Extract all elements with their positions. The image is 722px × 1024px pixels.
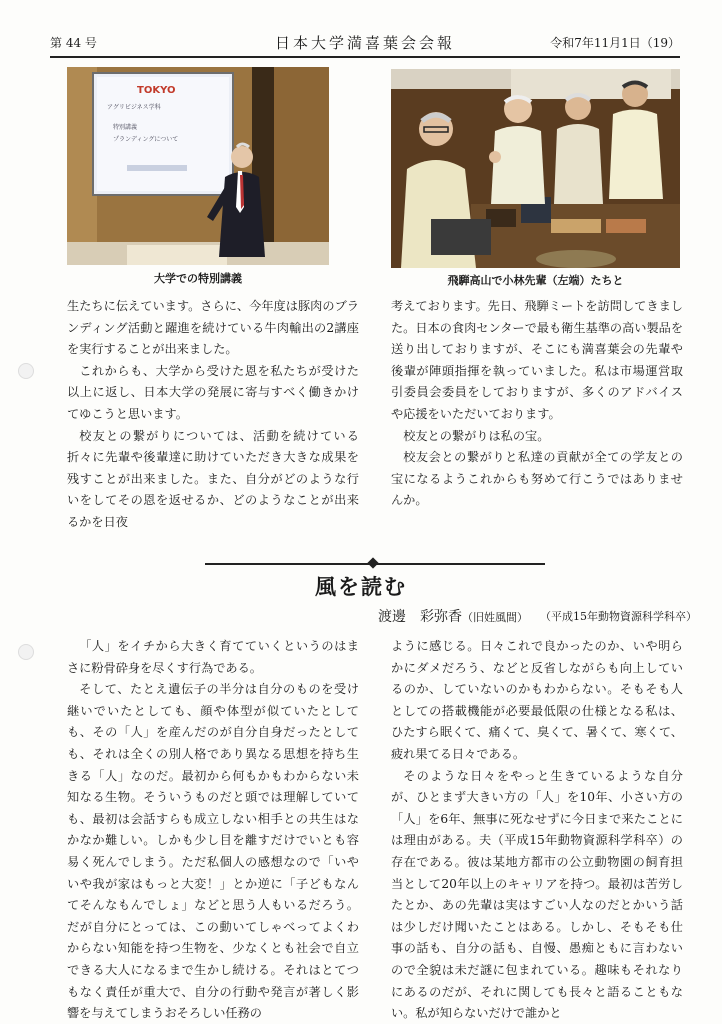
author-graduation: （平成15年動物資源科学科卒）: [540, 610, 697, 623]
punch-hole-icon: [18, 644, 34, 660]
paragraph: 考えております。先日、飛騨ミートを訪問してきました。日本の食肉センターで最も衛生基準の高い製品を送り出しておりますが、そこにも満喜葉会の先輩や後輩が陣頭指揮を執っていました。私は市場運営取引委員会委員をしておりますが、多くのアドバイスや応援をいただいております。: [391, 299, 684, 421]
author-former-name: （旧姓風間）: [462, 611, 528, 624]
divider-ornament-icon: [367, 557, 378, 568]
paragraph: 生たちに伝えています。さらに、今年度は豚肉のブランディング活動と躍進を続けている牛肉輸出の2講座を実行することが出来ました。: [67, 299, 359, 357]
lecture-photo: [67, 67, 329, 265]
author-name: 渡邊 彩弥香: [378, 609, 462, 625]
paragraph: 校友会との繋がりと私達の貢献が全ての学友との宝になるようこれからも努めて行こうではありませんか。: [391, 450, 683, 508]
paragraph: 校友との繋がりは私の宝。: [403, 428, 550, 443]
paragraph: そのような日々をやっと生きているような自分が、ひとまず大きい方の「人」を10年、小さい方の「人」を6年、無事に死なせずに今日まで来たことには理由がある。夫（平成15年動物資源科学科卒）の存在である。彼は某地方都市の公立動物園の飼育担当として20年以上のキャリアを持つ。最初は苦労したとか、あの先輩は実はすごい人なのだとかいう話は少しだけ聞いたことはある。しかし、そもそも仕事の話も、自分の話も、自慢、愚痴ともに言わないので全貌は未だ謎に包まれている。趣味もそれなりにあるのだが、それに関しても長々と語ることもない。私が知らないだけで誰かと: [391, 768, 683, 1021]
header-divider: [50, 56, 680, 58]
issue-number: 第 44 号: [50, 36, 97, 50]
newsletter-title: 日本大学満喜葉会会報: [274, 34, 455, 52]
slide-text-2: アグリビジネス学科: [107, 104, 161, 111]
article2-right-column: [391, 636, 683, 1024]
group-photo-illustration: [391, 69, 680, 268]
section-divider: [205, 561, 545, 567]
article2-left-column: [67, 636, 359, 1024]
group-photo-caption: 飛騨高山で小林先輩（左端）たちと: [447, 274, 624, 287]
article1-right-column: [391, 296, 683, 512]
paragraph: 「人」をイチから大きく育てていくというのはまさに粉骨砕身を尽くす行為である。: [67, 639, 359, 675]
lecture-photo-illustration: [67, 67, 329, 265]
author-byline: [378, 606, 528, 626]
paragraph: ように感じる。日々これで良かったのか、いや明らかにダメだろう、などと反省しながらも向上しているのか、していないのかもわからない。そもそも人としての搭載機能が必要最低限の仕様となる私は、ひたすら眠くて、痛くて、臭くて、暑くて、寒くて、疲れ果てる日々である。: [391, 639, 683, 761]
lecture-photo-caption: 大学での特別講義: [154, 272, 242, 285]
article1-left-column: [67, 296, 359, 534]
paragraph: 校友との繋がりについては、活動を続けている折々に先輩や後輩達に助けていただき大きな成果を残すことが出来ました。また、自分がどのような行いをしてその恩を返せるか、どのようなことが出来るかを日夜: [67, 428, 359, 529]
paragraph: これからも、大学から受けた恩を私たちが受けた以上に返し、日本大学の発展に寄与すべく働きかけてゆこうと思います。: [67, 363, 359, 421]
slide-text-1: TOKYO: [137, 85, 176, 96]
page-header: [50, 34, 680, 54]
article-title: 風を読む: [315, 574, 407, 599]
group-photo: [391, 69, 680, 268]
slide-text-4: プランディングについて: [113, 136, 179, 143]
slide-text-3: 特別講義: [113, 124, 138, 131]
issue-date: 令和7年11月1日（19）: [550, 36, 680, 50]
paragraph: そして、たとえ遺伝子の半分は自分のものを受け継いでいたとしても、顔や体型が似ていたとしても、その「人」を産んだのが自分自身だったとしても、それは全くの別人格であり異なる思想を持ち生きる「人」なのだ。最初から何もかもわからない未知なる生物。そういうものだと頭では理解していても、最初は会話すらも成立しない相手との共生はなかなか難しい。しかも少し目を離すだけでいとも容易く死んでしまう。ただ私個人の感想なので「いやいや我が家はもっと大変！」とか逆に「子どもなんてそんなもんでしょ」などと思う人もいるだろう。だが自分にとっては、この動いてしゃべってよくわからない知能を持つ生物を、少なくとも社会で自立できる大人になるまで生かし続ける。それはとてつもなく責任が重大で、自分の行動や発言が著しく影響を与えてしまうおそろしい任務の: [67, 682, 359, 1021]
punch-hole-icon: [18, 363, 34, 379]
